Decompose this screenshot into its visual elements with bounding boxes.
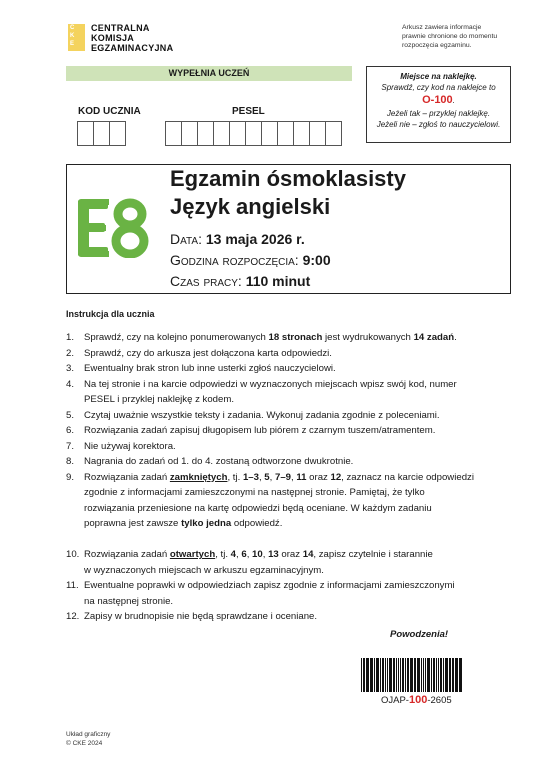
exam-duration: Czas pracy: 110 minut [170, 273, 311, 289]
legal-line: rozpoczęcia egzaminu. [402, 42, 472, 49]
student-code-box[interactable] [77, 121, 94, 146]
student-code-boxes[interactable] [77, 121, 125, 146]
instruction-text: Ewentualne poprawki w odpowiedziach zapisz zgodnie z informacjami zamieszczonymi na następnej stronie. [84, 580, 455, 607]
pesel-digit-box[interactable] [245, 121, 262, 146]
good-luck-text: Powodzenia! [390, 629, 449, 640]
barcode-bar [440, 658, 442, 692]
barcode-bar [382, 658, 384, 692]
barcode-bar [410, 658, 413, 692]
instruction-text: Sprawdź, czy na kolejno ponumerowanych 18 stronach jest wydrukowanych 14 zadań. [84, 332, 457, 343]
instruction-text: Na tej stronie i na karcie odpowiedzi w wyznaczonych miejscach wpisz swój kod, numer PESEL i przyklej naklejkę z kodem. [84, 378, 457, 405]
barcode-bar [445, 658, 448, 692]
barcode-bar [455, 658, 458, 692]
instruction-number: 4. [66, 378, 75, 390]
barcode-bar [366, 658, 369, 692]
barcode-bar [376, 658, 379, 692]
logo-line: EGZAMINACYJNA [91, 43, 174, 53]
instruction-item [66, 346, 516, 362]
instruction-number: 7. [66, 440, 75, 452]
exam-start-time: Godzina rozpoczęcia: 9:00 [170, 252, 331, 268]
barcode-bar [400, 658, 401, 692]
instruction-item [66, 439, 516, 455]
instruction-text: Rozwiązania zadań zamkniętych, tj. 1–3, 5, 7–9, 11 oraz 12, zaznacz na karcie odpowiedzi zgodnie z informacjami zamieszczonymi na następnej stronie. Pamiętaj, że tylko rozwiązania przeniesione na kartę odpowiedzi będą oceniane. W każdym zadaniu poprawna jest zawsze tylko jedna odpowiedź. [84, 471, 474, 529]
exam-subject: Język angielski [170, 194, 331, 219]
instruction-item [66, 423, 516, 439]
instruction-text: Rozwiązania zadań otwartych, tj. 4, 6, 10, 13 oraz 14, zapisz czytelnie i starannie w wyznaczonych miejscach w arkuszu egzaminacyjnym. [84, 549, 433, 576]
date-value: 13 maja 2026 r. [205, 231, 305, 247]
pesel-digit-box[interactable] [229, 121, 246, 146]
instruction-text: Nie używaj korektora. [84, 440, 176, 452]
barcode-bar [363, 658, 365, 692]
student-fill-header: WYPEŁNIA UCZEŃ [66, 66, 352, 81]
instruction-item [66, 578, 516, 609]
barcode-bar [425, 658, 426, 692]
barcode-bar [414, 658, 416, 692]
barcode-bar [427, 658, 430, 692]
instruction-number: 11. [66, 580, 79, 591]
sticker-line: Sprawdź, czy kod na naklejce to [381, 83, 496, 92]
logo-line: KOMISJA [91, 33, 135, 43]
instruction-number: 12. [66, 611, 80, 622]
legal-line: prawnie chronione do momentu [402, 33, 498, 40]
footer-line: Układ graficzny [66, 731, 111, 738]
barcode-bar [459, 658, 462, 692]
exam-title: Egzamin ósmoklasisty [170, 166, 406, 191]
sticker-line: Jeżeli tak – przyklej naklejkę. [386, 109, 491, 118]
barcode-bar [443, 658, 444, 692]
sticker-code-suffix: . [452, 96, 455, 105]
footer [66, 731, 110, 748]
pesel-digit-box[interactable] [213, 121, 230, 146]
instruction-item [66, 470, 516, 532]
barcode-bar [361, 658, 362, 692]
sticker-line: Jeżeli nie – zgłoś to nauczycielowi. [376, 120, 501, 129]
pesel-digit-box[interactable] [293, 121, 310, 146]
student-code-box[interactable] [93, 121, 110, 146]
pesel-digit-box[interactable] [197, 121, 214, 146]
pesel-digit-box[interactable] [181, 121, 198, 146]
duration-label: Czas pracy [170, 273, 238, 289]
logo-mark-letter: E [70, 41, 75, 47]
barcode-bar [374, 658, 375, 692]
cke-logo-text [91, 23, 173, 53]
instruction-item [66, 361, 516, 377]
cke-logo-mark [68, 24, 85, 51]
pesel-boxes[interactable] [165, 121, 341, 146]
instruction-number: 9. [66, 471, 75, 483]
instruction-number: 5. [66, 409, 75, 421]
start-value: 9:00 [302, 252, 331, 268]
instruction-item [66, 547, 516, 578]
pesel-digit-box[interactable] [277, 121, 294, 146]
instructions-title: Instrukcja dla ucznia [66, 309, 155, 319]
barcode-bar [402, 658, 404, 692]
student-code-label: KOD UCZNIA [78, 106, 141, 117]
instruction-text: Nagrania do zadań od 1. do 4. zostaną odtworzone dwukrotnie. [84, 456, 354, 467]
pesel-digit-box[interactable] [165, 121, 182, 146]
instruction-text: Ewentualny brak stron lub inne usterki zgłoś nauczycielowi. [84, 363, 336, 374]
instruction-number: 6. [66, 425, 75, 436]
date-label: Data [170, 231, 199, 247]
sticker-title: Miejsce na naklejkę. [400, 72, 477, 81]
instruction-item [66, 377, 516, 408]
instruction-item [66, 609, 516, 625]
instruction-text: Rozwiązania zadań zapisuj długopisem lub piórem z czarnym tuszem/atramentem. [84, 425, 436, 436]
instruction-text: Czytaj uważnie wszystkie teksty i zadania. Wykonuj zadania zgodnie z poleceniami. [84, 409, 440, 421]
instruction-number: 2. [66, 347, 75, 359]
logo-line: CENTRALNA [91, 23, 150, 33]
instruction-text: Zapisy w brudnopisie nie będą sprawdzane i oceniane. [84, 611, 318, 622]
barcode-bar [380, 658, 381, 692]
barcode-icon [361, 658, 465, 692]
barcode-bar [423, 658, 424, 692]
start-label: Godzina rozpoczęcia [170, 252, 295, 268]
student-code-box[interactable] [109, 121, 126, 146]
barcode-bar [421, 658, 422, 692]
sticker-code: O-100 [422, 94, 453, 106]
instruction-item [66, 408, 516, 424]
code-suffix: -2605 [427, 695, 452, 706]
legal-line: Arkusz zawiera informacje [402, 24, 482, 31]
barcode-bar [433, 658, 435, 692]
logo-mark-letter: K [70, 33, 75, 39]
barcode-bar [407, 658, 409, 692]
barcode-bar [393, 658, 395, 692]
instruction-number: 10. [66, 549, 80, 560]
barcode-bar [417, 658, 420, 692]
barcode-bar [436, 658, 437, 692]
instruction-text: Sprawdź, czy do arkusza jest dołączona karta odpowiedzi. [84, 347, 332, 359]
pesel-digit-box[interactable] [325, 121, 342, 146]
barcode-bar [389, 658, 392, 692]
code-prefix: OJAP- [381, 695, 409, 706]
pesel-digit-box[interactable] [309, 121, 326, 146]
barcode-bar [396, 658, 397, 692]
instruction-number: 3. [66, 363, 75, 374]
legal-note [402, 23, 497, 50]
barcode-bar [370, 658, 373, 692]
barcode-bar [452, 658, 454, 692]
barcode-bar [431, 658, 432, 692]
instruction-item [66, 330, 516, 346]
logo-mark-letter: C [70, 25, 75, 31]
exam-code [381, 694, 452, 706]
sticker-area[interactable] [366, 66, 511, 143]
exam-date: Data: 13 maja 2026 r. [170, 231, 305, 247]
footer-line: © CKE 2024 [66, 739, 103, 747]
barcode-bar [385, 658, 386, 692]
pesel-label: PESEL [232, 106, 265, 117]
barcode-bar [405, 658, 406, 692]
e8-logo-icon [76, 198, 154, 258]
instruction-number: 8. [66, 456, 75, 467]
barcode-bar [387, 658, 388, 692]
barcode-bar [398, 658, 399, 692]
barcode-bar [449, 658, 451, 692]
instruction-number: 1. [66, 332, 75, 343]
instruction-item [66, 454, 516, 470]
duration-value: 110 minut [245, 273, 311, 289]
code-number: 100 [408, 694, 428, 706]
pesel-digit-box[interactable] [261, 121, 278, 146]
barcode-bar [438, 658, 439, 692]
